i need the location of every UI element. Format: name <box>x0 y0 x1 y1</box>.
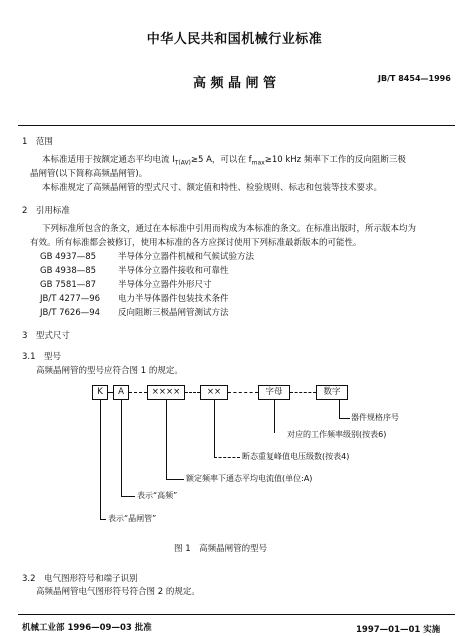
separator-dash <box>228 392 258 393</box>
leader-line <box>100 400 101 519</box>
standard-code: JB/T 8454—1996 <box>378 74 451 83</box>
leader-line <box>166 400 167 479</box>
leader-line <box>166 479 184 480</box>
ref-code: GB 4938—85 <box>40 266 97 276</box>
section-3-heading: 3 型式尺寸 <box>22 331 70 341</box>
leader-dash <box>214 457 240 458</box>
label-voltage: 断态重复峰值电压级数(按表4) <box>242 452 350 461</box>
leader-line <box>100 519 106 520</box>
section-2-para-line-2: 有效。所有标准都会被修订，使用本标准的各方应探讨使用下列标准最新版本的可能性。 <box>30 238 362 248</box>
label-current: 额定频率下通态平均电流值(单位:A) <box>186 474 313 483</box>
ref-title: 反向阻断三极晶闸管测试方法 <box>118 308 229 318</box>
box-a: A <box>113 385 129 400</box>
leader-line <box>274 400 275 433</box>
approval-date: 机械工业部 1996—09—03 批准 <box>22 623 152 633</box>
header-rule <box>18 125 455 126</box>
leader-line <box>121 400 122 496</box>
leader-line <box>121 496 135 497</box>
box-k: K <box>92 385 108 400</box>
box-current: ×××× <box>147 385 185 400</box>
section-2-para-line-1: 下列标准所包含的条文，通过在本标准中引用而构成为本标准的条文。在标准出版时，所示版本均为 <box>42 224 417 234</box>
box-voltage: ×× <box>200 385 228 400</box>
page-title: 高 频 晶 闸 管 <box>192 76 277 91</box>
label-high-frequency: 表示“高频” <box>137 491 178 500</box>
box-number: 数字 <box>316 385 348 400</box>
separator-dash <box>290 392 316 393</box>
leader-line <box>339 418 350 419</box>
label-frequency: 对应的工作频率级别(按表6) <box>287 430 387 439</box>
ref-title: 半导体分立器件外形尺寸 <box>118 280 212 290</box>
section-1-para-2: 本标准规定了高频晶闸管的型式尺寸、额定值和特性、检验规则、标志和包装等技术要求。 <box>42 183 383 193</box>
s1-p1-a: 本标准适用于按额定通态平均电流 I <box>42 155 175 165</box>
ref-code: JB/T 7626—94 <box>40 308 101 318</box>
effective-date: 1997—01—01 实施 <box>356 625 441 635</box>
leader-line <box>214 400 215 457</box>
ref-code: JB/T 4277—96 <box>40 294 101 304</box>
section-3-1-heading: 3.1 型号 <box>22 352 62 362</box>
section-1-para-1-line-1 <box>42 155 406 169</box>
s1-p1-sub-b: max <box>251 159 265 167</box>
section-1-para-1-line-2: 晶闸管(以下简称高频晶闸管)。 <box>30 169 148 179</box>
label-thyristor: 表示“晶闸管” <box>108 514 157 523</box>
leader-line <box>339 400 340 418</box>
section-3-2-text: 高频晶闸管电气图形符号符合图 2 的规定。 <box>36 587 200 597</box>
s1-p1-sub-a: T(AV) <box>174 159 191 167</box>
figure-caption: 图 1 高频晶闸管的型号 <box>174 544 268 554</box>
footer-rule <box>18 614 455 615</box>
box-letter: 字母 <box>258 385 290 400</box>
section-3-1-text: 高频晶闸管的型号应符合图 1 的规定。 <box>36 366 183 376</box>
org-title: 中华人民共和国机械行业标准 <box>146 32 323 47</box>
separator-dash <box>185 392 200 393</box>
ref-code: GB 7581—87 <box>40 280 97 290</box>
s1-p1-b: ≥5 A，可以在 f <box>190 155 252 165</box>
section-3-2-heading: 3.2 电气图形符号和端子识别 <box>22 574 138 584</box>
ref-title: 半导体分立器件机械和气候试验方法 <box>118 252 255 262</box>
separator-dash <box>129 392 147 393</box>
label-serial: 器件规格序号 <box>351 413 399 422</box>
ref-code: GB 4937—85 <box>40 252 97 262</box>
section-2-heading: 2 引用标准 <box>22 206 70 216</box>
s1-p1-c: ≥10 kHz 频率下工作的反向阻断三极 <box>264 155 406 165</box>
ref-title: 电力半导体器件包装技术条件 <box>118 294 229 304</box>
separator-dash <box>108 392 113 393</box>
ref-title: 半导体分立器件接收和可靠性 <box>118 266 229 276</box>
section-1-heading: 1 范围 <box>22 137 53 147</box>
